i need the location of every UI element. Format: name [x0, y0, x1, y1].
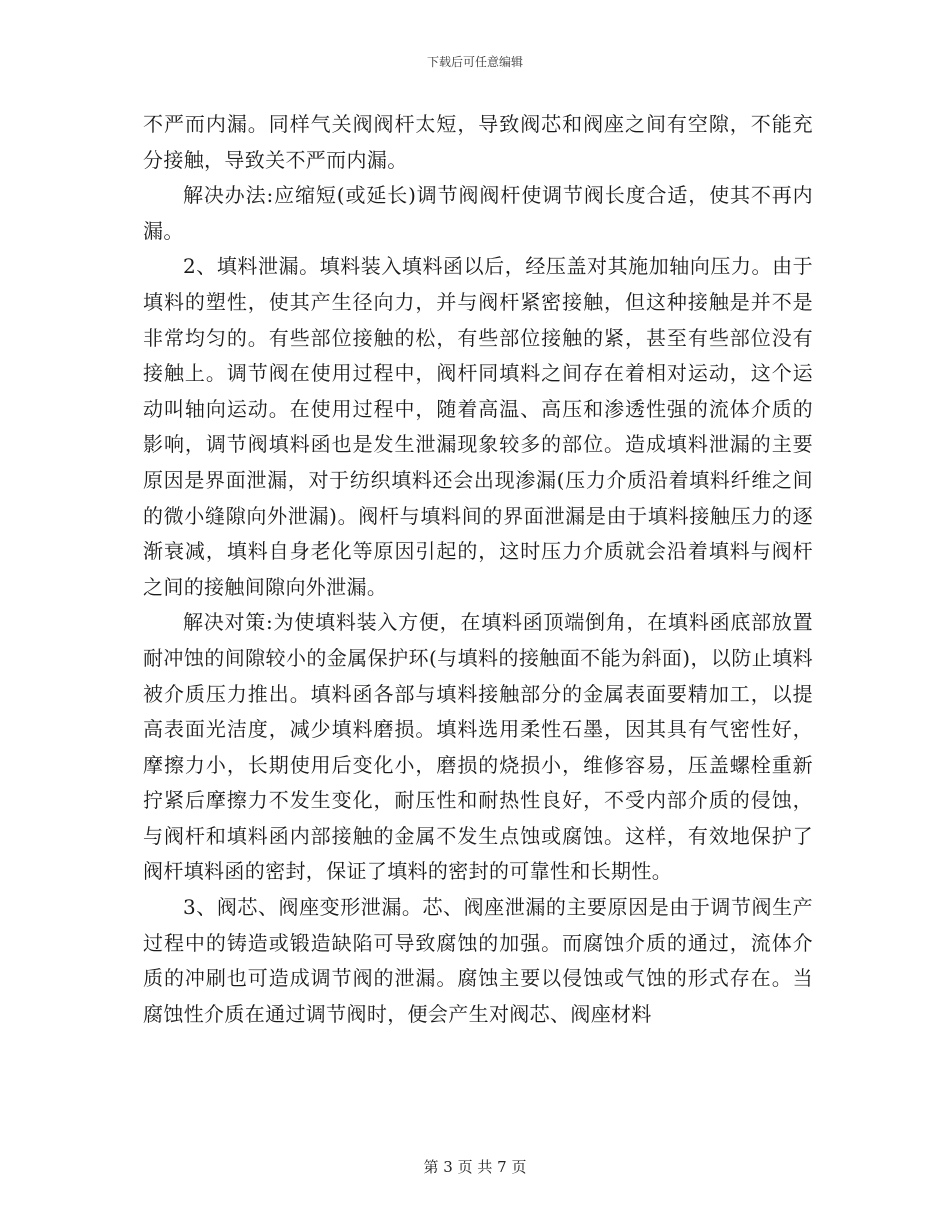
page-header-note: 下载后可任意编辑 — [426, 55, 523, 69]
body-paragraph-4: 解决对策:为使填料装入方便，在填料函顶端倒角，在填料函底部放置耐冲蚀的间隙较小的金属保护环(与填料的接触面不能为斜面)，以防止填料被介质压力推出。填料函各部与填料接触部分的金属表面要精加工，以提高表面光洁度，减少填料磨损。填料选用柔性石墨，因其具有气密性好，摩擦力小，长期使用后变化小，磨损的烧损小，维修容易，压盖螺栓重新拧紧后摩擦力不发生变化，耐压性和耐热性良好，不受内部介质的侵蚀，与阀杆和填料函内部接触的金属不发生点蚀或腐蚀。这样，有效地保护了阀杆填料函的密封，保证了填料的密封的可靠性和长期性。 — [143, 610, 813, 884]
page-number: 第 3 页 共 7 页 — [423, 1158, 527, 1176]
body-paragraph-2: 解决办法:应缩短(或延长)调节阀阀杆使调节阀长度合适，使其不再内漏。 — [143, 183, 813, 243]
body-paragraph-3: 2、填料泄漏。填料装入填料函以后，经压盖对其施加轴向压力。由于填料的塑性，使其产生径向力，并与阀杆紧密接触，但这种接触是并不是非常均匀的。有些部位接触的松，有些部位接触的紧，甚至有些部位没有接触上。调节阀在使用过程中，阀杆同填料之间存在着相对运动，这个运动叫轴向运动。在使用过程中，随着高温、高压和渗透性强的流体介质的影响，调节阀填料函也是发生泄漏现象较多的部位。造成填料泄漏的主要原因是界面泄漏，对于纺织填料还会出现渗漏(压力介质沿着填料纤维之间的微小缝隙向外泄漏)。阀杆与填料间的界面泄漏是由于填料接触压力的逐渐衰减，填料自身老化等原因引起的，这时压力介质就会沿着填料与阀杆之间的接触间隙向外泄漏。 — [143, 254, 813, 599]
body-paragraph-1: 不严而内漏。同样气关阀阀杆太短，导致阀芯和阀座之间有空隙，不能充分接触，导致关不严而内漏。 — [143, 112, 813, 172]
document-body — [143, 107, 813, 1032]
body-paragraph-5: 3、阀芯、阀座变形泄漏。芯、阀座泄漏的主要原因是由于调节阀生产过程中的铸造或锻造缺陷可导致腐蚀的加强。而腐蚀介质的通过，流体介质的冲刷也可造成调节阀的泄漏。腐蚀主要以侵蚀或气蚀的形式存在。当腐蚀性介质在通过调节阀时，便会产生对阀芯、阀座材料 — [143, 895, 813, 1026]
